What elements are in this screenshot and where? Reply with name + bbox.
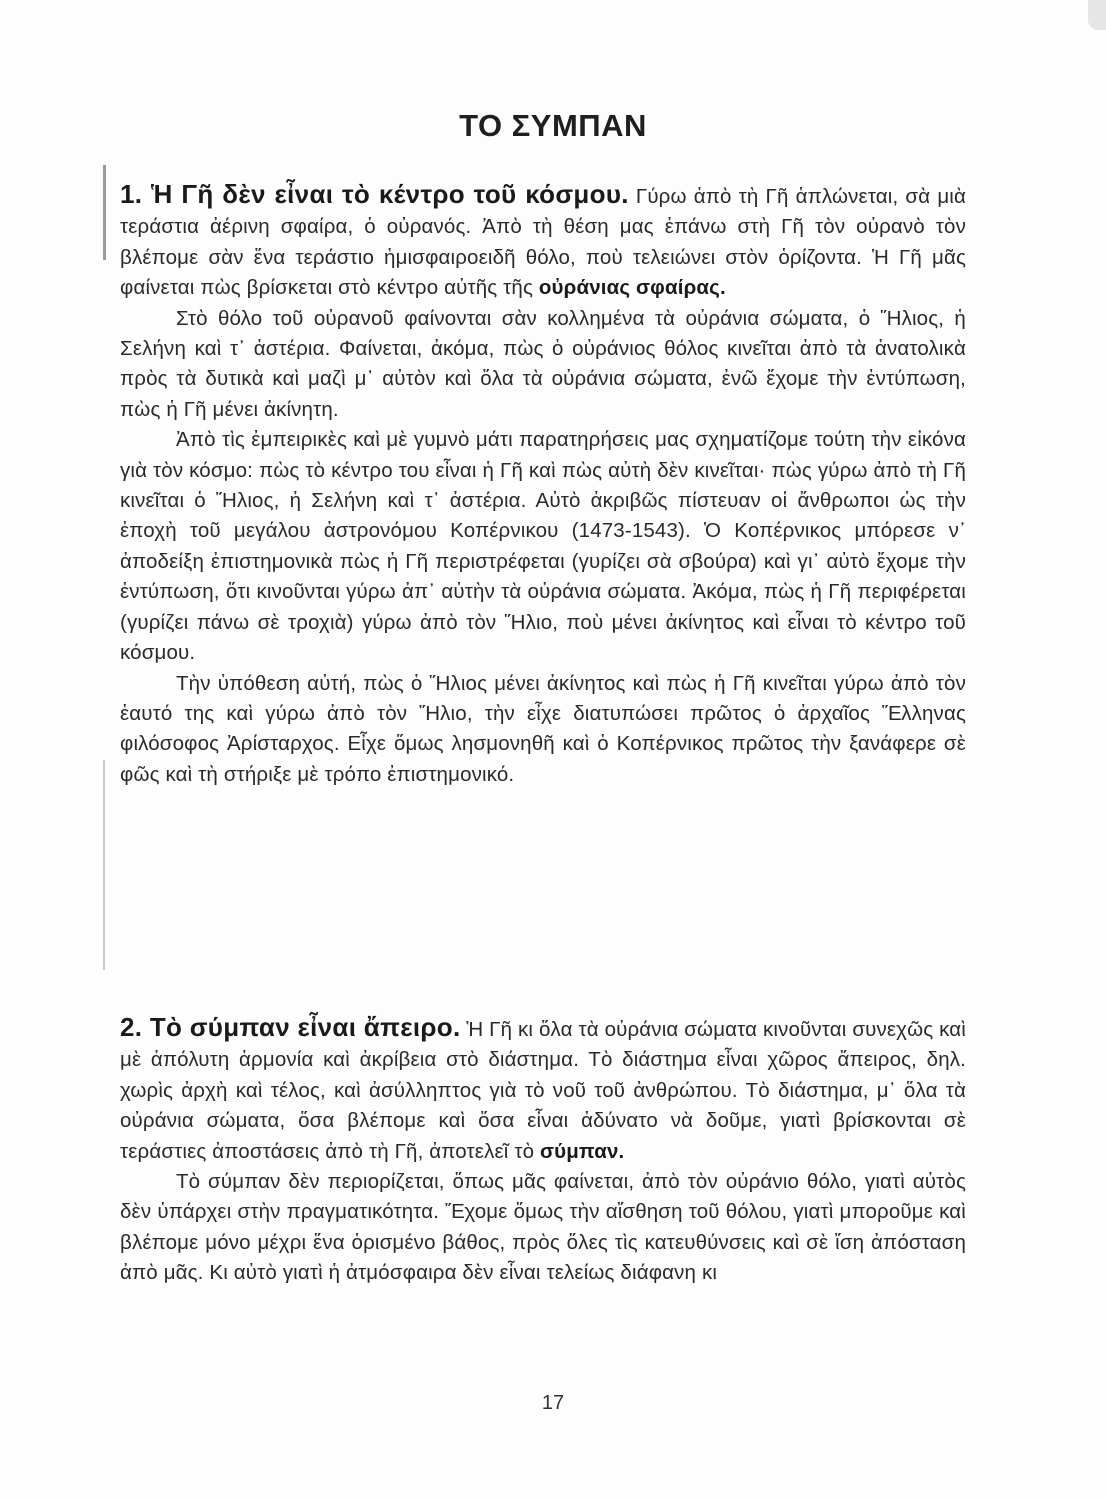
page-title: ΤΟ ΣΥΜΠΑΝ: [459, 108, 647, 143]
section-1-keyword: οὐράνιας σφαίρας.: [538, 276, 726, 300]
section-1: [120, 179, 966, 790]
section-1-paragraph-4: Τὴν ὑπόθεση αὐτή, πὼς ὁ Ἥλιος μένει ἀκίνητος καὶ πὼς ἡ Γῆ κινεῖται γύρω ἀπὸ τὸν ἑαυτό της καὶ γύρω ἀπὸ τὸν Ἥλιο, τὴν εἶχε διατυπώσει πρῶτος ὁ ἀρχαῖος Ἕλληνας φιλόσοφος Ἀρίσταρχος. Εἶχε ὅμως λησμονηθῆ καὶ ὁ Κοπέρνικος πρῶτος τὴν ξανάφερε σὲ φῶς καὶ τὴ στήριξε μὲ τρόπο ἐπιστημονικό.: [120, 671, 966, 786]
section-1-p1-text: Γύρω ἀπὸ τὴ Γῆ ἁπλώνεται, σὰ μιὰ τεράστια ἀέρινη σφαίρα, ὁ οὐρανός. Ἀπὸ τὴ θέση μας ἐπάνω στὴ Γῆ τὸν οὐρανὸ τὸν βλέπομε σὰν ἕνα τεράστιο ἡμισφαιροειδῆ θόλο, ποὺ τελειώνει στὸν ὁρίζοντα. Ἡ Γῆ μᾶς φαίνεται πὼς βρίσκεται στὸ κέντρο αὐτῆς τῆς: [120, 185, 966, 300]
section-2-heading: 2. Τὸ σύμπαν εἶναι ἄπειρο.: [120, 1012, 461, 1042]
section-1-paragraph-1: [120, 179, 966, 304]
scan-edge-mark: [103, 760, 105, 970]
section-2-paragraph-2: Τὸ σύμπαν δὲν περιορίζεται, ὅπως μᾶς φαίνεται, ἀπὸ τὸν οὐράνιο θόλο, γιατὶ αὐτὸς δὲν ὑπάρχει στὴν πραγματικότητα. Ἔχομε ὅμως τὴν αἴσθηση τοῦ θόλου, γιατὶ μποροῦμε καὶ βλέπομε μόνο μέχρι ἕνα ὁρισμένο βάθος, πρὸς ὅλες τὶς κατευθύνσεις καὶ σὲ ἴση ἀπόσταση ἀπὸ μᾶς. Κι αὐτὸ γιατὶ ἡ ἀτμόσφαιρα δὲν εἶναι τελείως διάφανη κι: [120, 1170, 966, 1285]
page-number: 17: [541, 1392, 565, 1414]
section-1-paragraph-3: Ἀπὸ τὶς ἐμπειρικὲς καὶ μὲ γυμνὸ μάτι παρατηρήσεις μας σχηματίζομε τούτη τὴν εἰκόνα γιὰ τὸν κόσμο: πὼς τὸ κέντρο του εἶναι ἡ Γῆ καὶ πὼς αὐτὴ δὲν κινεῖται· πὼς γύρω ἀπὸ τὴ Γῆ κινεῖται ὁ Ἥλιος, ἡ Σελήνη καὶ τ᾽ ἀστέρια. Αὐτὸ ἀκριβῶς πίστευαν οἱ ἄνθρωποι ὡς τὴν ἐποχὴ τοῦ μεγάλου ἀστρονόμου Κοπέρνικου (1473-1543). Ὁ Κοπέρνικος μπόρεσε ν᾽ ἀποδείξη ἐπιστημονικὰ πὼς ἡ Γῆ περιστρέφεται (γυρίζει σὰ σβούρα) καὶ γι᾽ αὐτὸ ἔχομε τὴν ἐντύπωση, ὅτι κινοῦνται γύρω ἀπ᾽ αὐτὴν τὰ οὐράνια σώματα. Ἀκόμα, πὼς ἡ Γῆ περιφέρεται (γυρίζει πάνω σὲ τροχιὰ) γύρω ἀπὸ τὸν Ἥλιο, ποὺ μένει ἀκίνητος καὶ εἶναι τὸ κέντρο τοῦ κόσμου.: [120, 428, 966, 665]
section-2-paragraph-1: [120, 1012, 966, 1167]
section-1-heading: 1. Ἡ Γῆ δὲν εἶναι τὸ κέντρο τοῦ κόσμου.: [120, 179, 629, 209]
section-2-p1-text: Ἡ Γῆ κι ὅλα τὰ οὐράνια σώματα κινοῦνται συνεχῶς καὶ μὲ ἀπόλυτη ἁρμονία καὶ ἀκρίβεια στὸ διάστημα. Τὸ διάστημα εἶναι χῶρος ἄπειρος, δηλ. χωρὶς ἀρχὴ καὶ τέλος, καὶ ἀσύλληπτος γιὰ τὸ νοῦ τοῦ ἀνθρώπου. Τὸ διάστημα, μ᾽ ὅλα τὰ οὐράνια σώματα, ὅσα βλέπομε καὶ ὅσα εἶναι ἀδύνατο νὰ δοῦμε, γιατὶ βρίσκονται σὲ τεράστιες ἀποστάσεις ἀπὸ τὴ Γῆ, ἀποτελεῖ τὸ: [120, 1018, 966, 1163]
section-2: [120, 1012, 966, 1289]
scan-corner-shadow: [1088, 0, 1106, 30]
section-1-paragraph-2: Στὸ θόλο τοῦ οὐρανοῦ φαίνονται σὰν κολλημένα τὰ οὐράνια σώματα, ὁ Ἥλιος, ἡ Σελήνη καὶ τ᾽ ἀστέρια. Φαίνεται, ἀκόμα, πὼς ὁ οὐράνιος θόλος κινεῖται ἀπὸ τὰ ἀνατολικὰ πρὸς τὰ δυτικὰ καὶ μαζὶ μ᾽ αὐτὸν καὶ ὅλα τὰ οὐράνια σώματα, ἐνῶ ἔχομε τὴν ἐντύπωση, πὼς ἡ Γῆ μένει ἀκίνητη.: [120, 306, 966, 421]
scan-edge-mark: [103, 165, 106, 260]
section-2-keyword: σύμπαν.: [539, 1139, 625, 1163]
